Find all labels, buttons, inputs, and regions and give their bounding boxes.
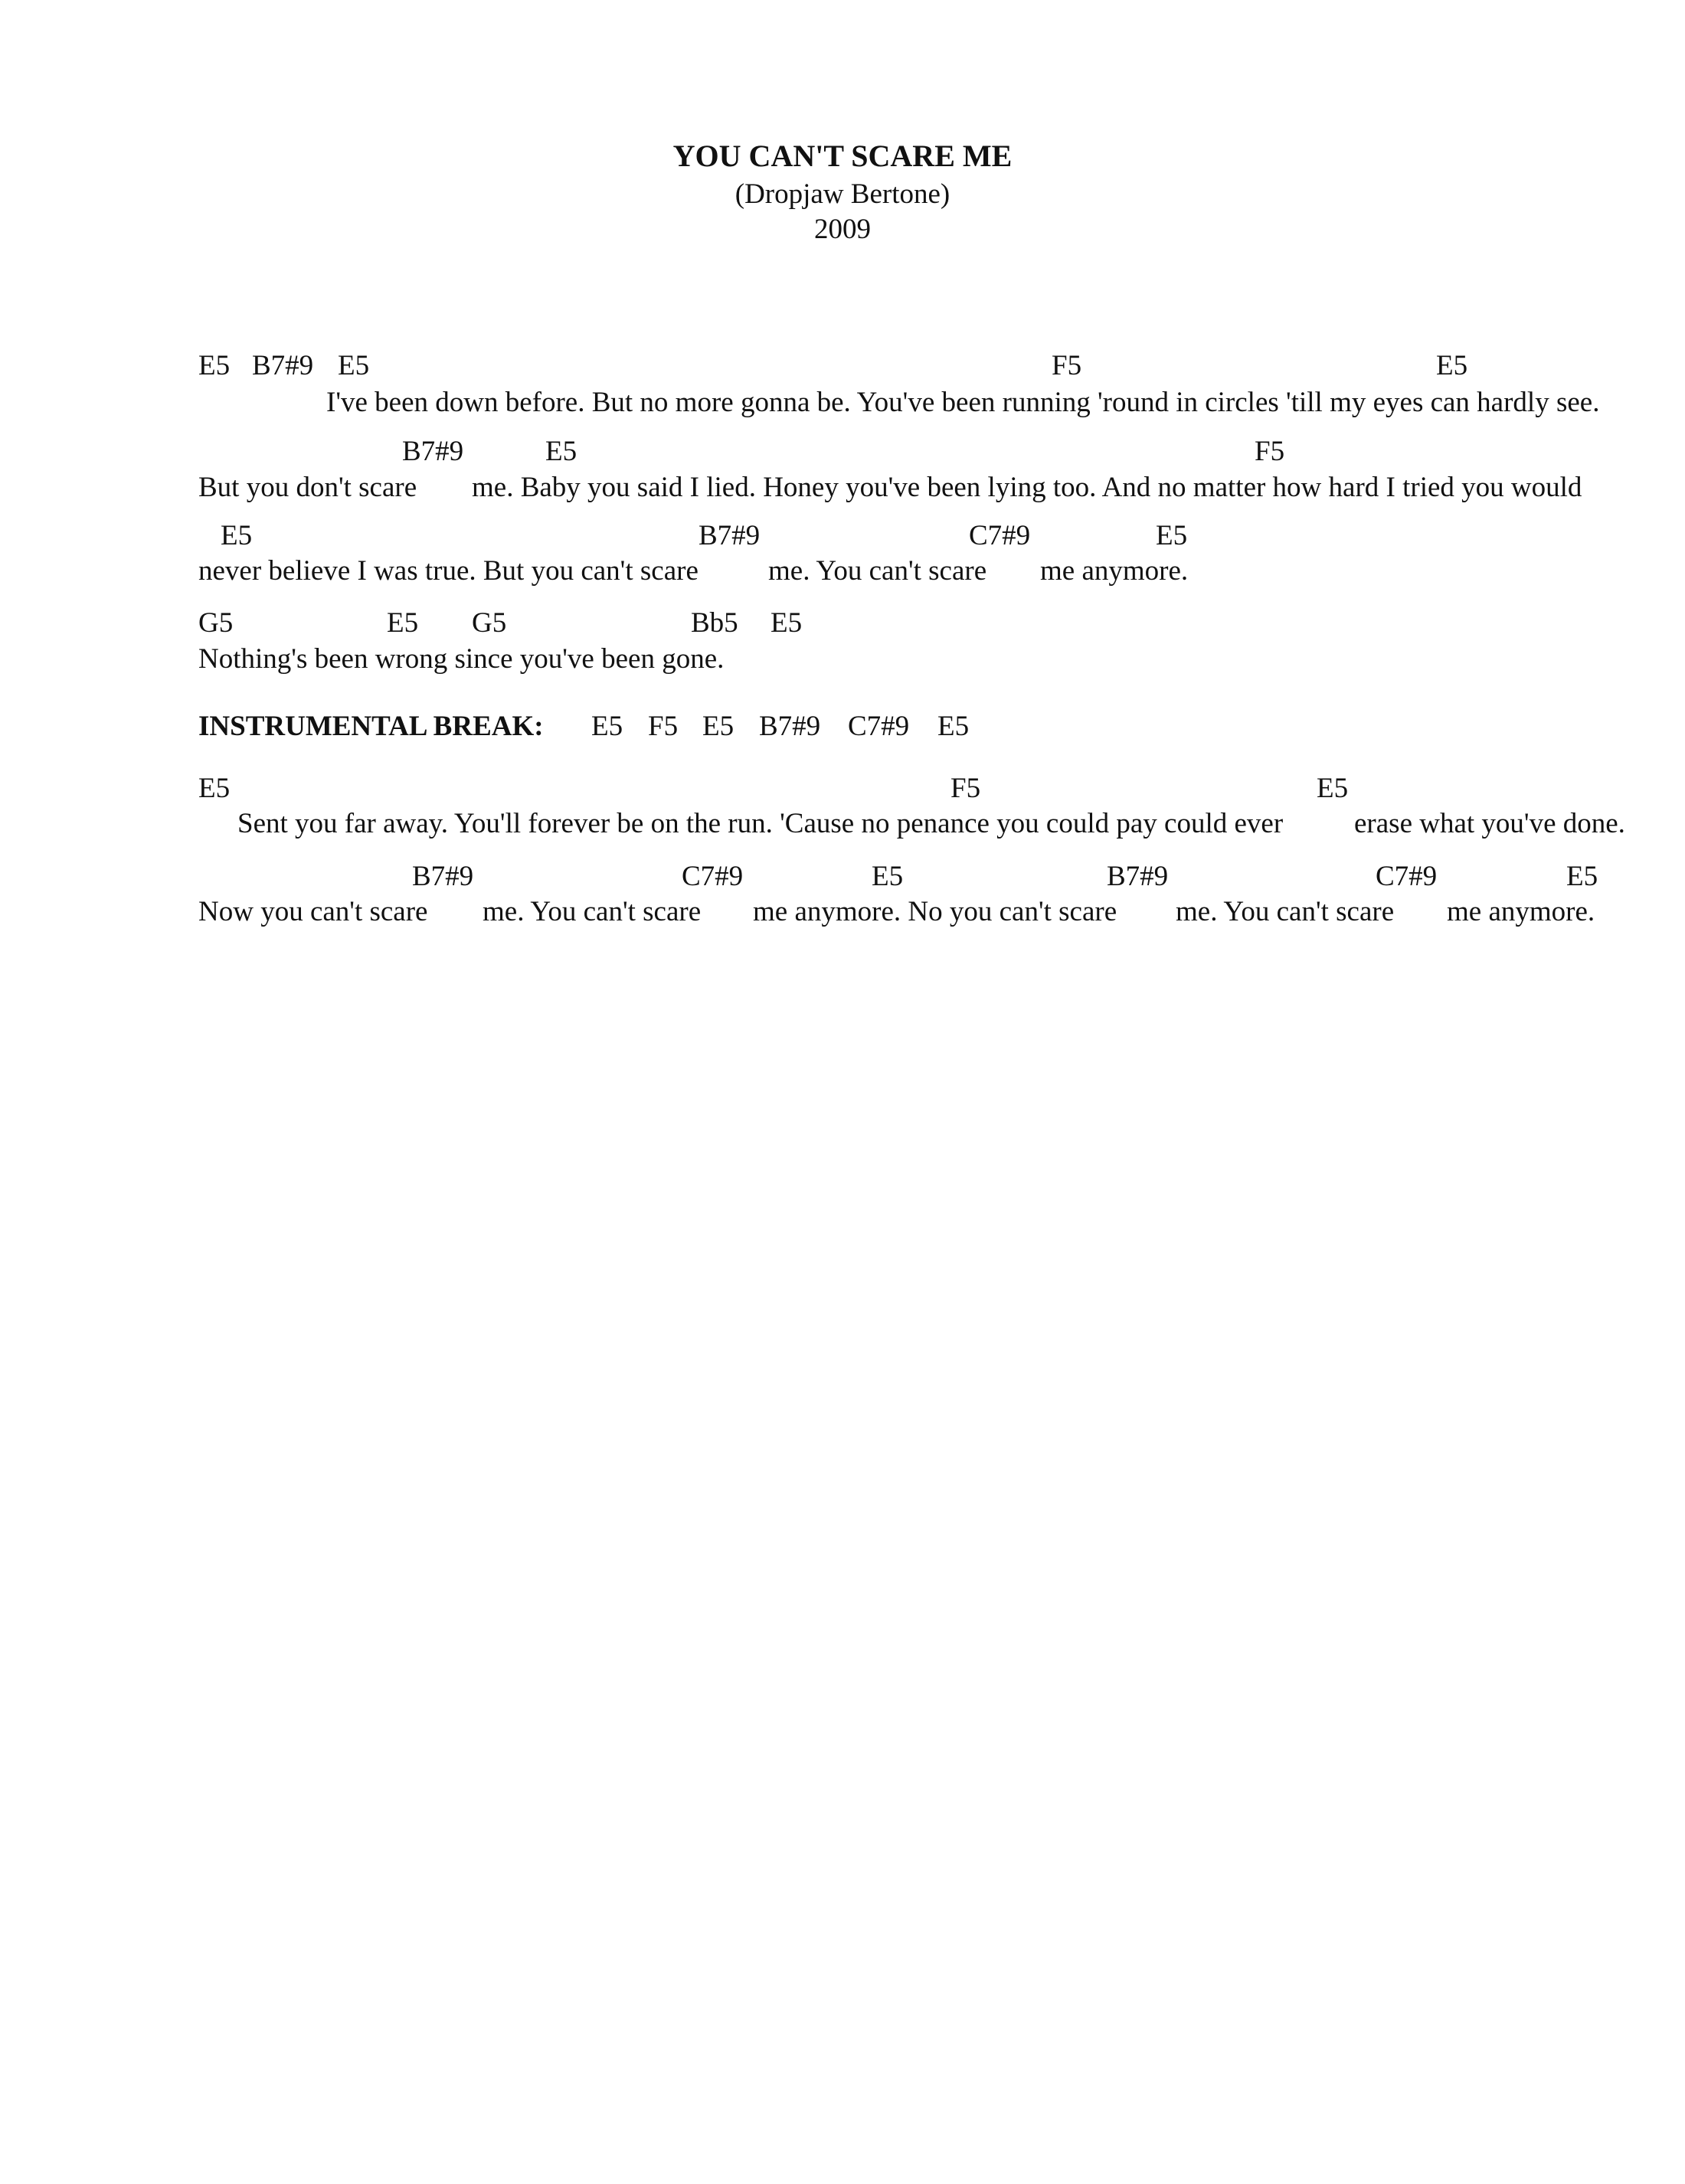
lyric-text: me. Baby you said I lied. Honey you've been lying too. And no matter how hard I tried you would — [472, 472, 1582, 503]
chord: B7#9 — [412, 861, 474, 892]
chord: E5 — [545, 436, 577, 467]
chord: Bb5 — [691, 607, 738, 639]
lyric-text: Now you can't scare — [198, 896, 428, 927]
chord: G5 — [198, 607, 234, 639]
chord: E5 — [221, 520, 253, 551]
verse1-line1-chords — [0, 348, 1685, 384]
chord: E5 — [1436, 350, 1468, 381]
lyric-text: But you don't scare — [198, 472, 417, 503]
verse2-line2-chords — [0, 859, 1685, 894]
chord: C7#9 — [969, 520, 1031, 551]
lyric-text: me. You can't scare — [768, 555, 987, 587]
instrumental-break-label: INSTRUMENTAL BREAK: — [198, 711, 544, 742]
lyric-text: Nothing's been wrong since you've been gone. — [198, 643, 725, 675]
chord: E5 — [702, 711, 735, 742]
lyric-text: erase what you've done. — [1354, 808, 1625, 839]
chord: E5 — [591, 711, 623, 742]
verse2-line2-lyrics — [0, 894, 1685, 930]
verse1-line3-chords — [0, 518, 1685, 554]
chord: E5 — [771, 607, 803, 639]
verse2-line1-chords — [0, 771, 1685, 806]
chord: C7#9 — [848, 711, 910, 742]
lyric-text: me. You can't scare — [483, 896, 702, 927]
lyric-text: never believe I was true. But you can't scare — [198, 555, 699, 587]
verse1-line4-chords — [0, 606, 1685, 641]
chord: B7#9 — [252, 350, 314, 381]
chord: B7#9 — [759, 711, 821, 742]
chord: C7#9 — [682, 861, 744, 892]
verse1-line2-chords — [0, 434, 1685, 469]
instrumental-break — [0, 709, 1685, 744]
verse1-line2-lyrics — [0, 470, 1685, 505]
chord: F5 — [1052, 350, 1082, 381]
chord: E5 — [198, 350, 231, 381]
chord: B7#9 — [699, 520, 761, 551]
verse2-line1-lyrics — [0, 806, 1685, 842]
chord: E5 — [338, 350, 370, 381]
chord: E5 — [1317, 773, 1349, 804]
chord: E5 — [937, 711, 970, 742]
song-year: 2009 — [814, 214, 871, 245]
chord: F5 — [648, 711, 679, 742]
chord: C7#9 — [1376, 861, 1438, 892]
song-title: YOU CAN'T SCARE ME — [672, 139, 1013, 173]
chord: E5 — [1566, 861, 1598, 892]
lyric-text: me anymore. — [1040, 555, 1189, 587]
chord: E5 — [1156, 520, 1188, 551]
chord: E5 — [872, 861, 904, 892]
lyric-text: me. You can't scare — [1176, 896, 1395, 927]
lyric-text: I've been down before. But no more gonna be. You've been running 'round in circles 'till my eyes can hardly see. — [326, 387, 1600, 418]
lyric-text: me anymore. — [1447, 896, 1595, 927]
chord: F5 — [950, 773, 981, 804]
chord: E5 — [387, 607, 419, 639]
verse1-line4-lyrics — [0, 642, 1685, 677]
verse1-line3-lyrics — [0, 554, 1685, 589]
chord: E5 — [198, 773, 231, 804]
chord: G5 — [472, 607, 507, 639]
chord: F5 — [1255, 436, 1285, 467]
lyric-text: me anymore. No you can't scare — [753, 896, 1117, 927]
song-artist: (Dropjaw Bertone) — [735, 178, 950, 210]
chord: B7#9 — [402, 436, 464, 467]
verse1-line1-lyrics — [0, 385, 1685, 420]
lyric-text: Sent you far away. You'll forever be on the run. 'Cause no penance you could pay could ever — [237, 808, 1284, 839]
chord: B7#9 — [1107, 861, 1169, 892]
